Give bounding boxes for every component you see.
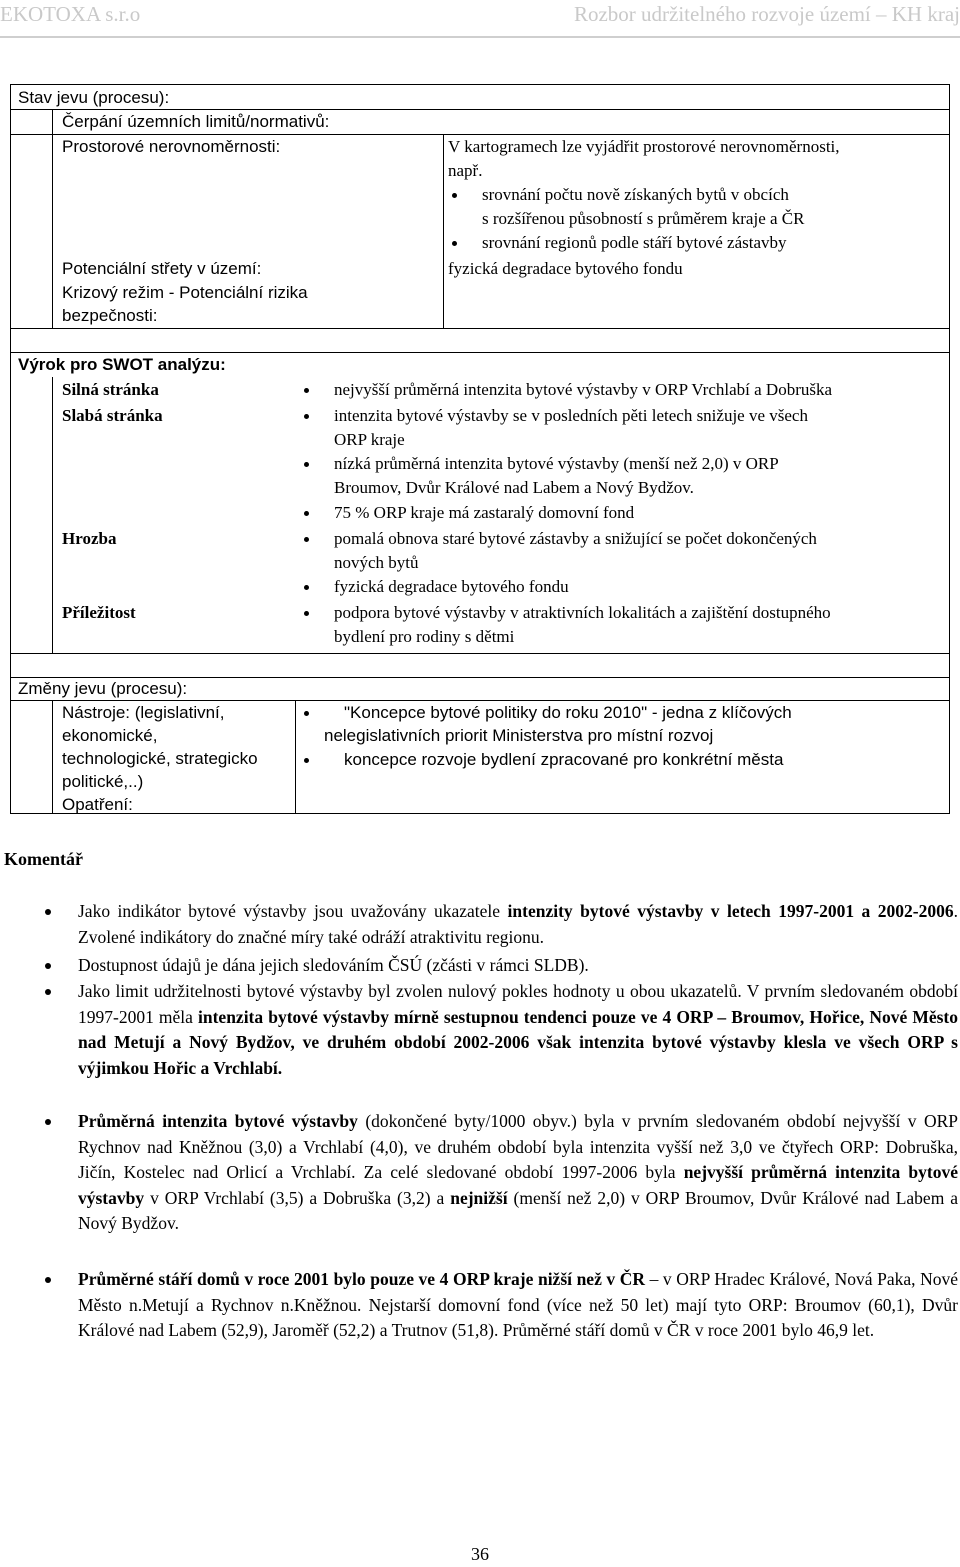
opatreni-label: Opatření: <box>62 795 133 814</box>
slaba-item-2-cont: Broumov, Dvůr Králové nad Labem a Nový Bydžov. <box>334 478 694 497</box>
bullet-icon <box>304 611 309 616</box>
komentar-paragraph-4 <box>78 1109 958 1237</box>
komentar-text: Jako indikátor bytové výstavby jsou uvažovány ukazatele <box>78 901 508 921</box>
komentar-text: Jako limit udržitelnosti bytové výstavby byl zvolen nulový pokles hodnoty u obou ukazatelů. V prvním sledovaném období 1997-2001 měla <box>78 981 958 1027</box>
prilezitost-label: Příležitost <box>62 603 136 622</box>
hrozba-item-1: pomalá obnova staré bytové zástavby a snižující se počet dokončených <box>334 529 817 548</box>
header-rule <box>0 36 960 38</box>
row-divider <box>10 677 950 678</box>
indent-line <box>52 377 53 653</box>
komentar-bold-text: intenzita bytové výstavby mírně sestupnou tendenci pouze ve 4 ORP – Broumov, Hořice, Nové Město nad Metují a Nový Bydžov, ve druhém období 2002-2006 však intenzita bytové výstavby klesla ve všech ORP s výjimkou Hořic a Vrchlabí. <box>78 1006 959 1078</box>
swot-title: Výrok pro SWOT analýzu: <box>18 355 226 374</box>
nastroje-label-2: ekonomické, <box>62 726 158 745</box>
komentar-text: Dostupnost údajů je dána jejich sledováním ČSÚ (zčásti v rámci SLDB). <box>78 955 589 975</box>
komentar-bold-text: nejnižší <box>450 1187 508 1208</box>
bullet-icon <box>45 1119 51 1125</box>
indent-line <box>52 109 53 328</box>
row-divider <box>10 700 950 701</box>
komentar-paragraph-5 <box>78 1267 958 1344</box>
slaba-item-1: intenzita bytové výstavby se v posledních pěti letech snižuje ve všech <box>334 406 808 425</box>
silna-label: Silná stránka <box>62 380 159 399</box>
bullet-icon <box>304 758 309 763</box>
komentar-paragraph-1 <box>78 899 958 950</box>
komentar-paragraph-3 <box>78 979 958 1081</box>
bullet-icon <box>304 711 309 716</box>
prostorove-label: Prostorové nerovnoměrnosti: <box>62 137 281 156</box>
bullet-icon <box>304 414 309 419</box>
komentar-text: v ORP Vrchlabí (3,5) a Dobruška (3,2) a <box>144 1187 451 1208</box>
prostorove-bullet-1: srovnání počtu nově získaných bytů v obcích <box>482 185 789 204</box>
komentar-paragraph-2 <box>78 953 958 979</box>
komentar-bold-text: Průměrná intenzita bytové výstavby <box>78 1111 358 1131</box>
prostorove-text: V kartogramech lze vyjádřit prostorové nerovnoměrnosti, <box>448 137 840 156</box>
row-divider <box>10 109 950 110</box>
komentar-bold-text: Průměrné stáří domů v roce 2001 bylo pouze ve 4 ORP kraje nižší než v ČR <box>78 1269 646 1289</box>
zmeny-title: Změny jevu (procesu): <box>18 679 188 698</box>
komentar-text: . Zvolené indikátory do značné míry také odráží atraktivitu regionu. <box>78 901 958 947</box>
row-divider <box>10 134 950 135</box>
hrozba-item-1-cont: nových bytů <box>334 553 419 572</box>
hrozba-item-2: fyzická degradace bytového fondu <box>334 577 569 596</box>
nastroje-label-3: technologické, strategicko <box>62 749 258 768</box>
komentar-bold-text: nejvyšší průměrná intenzita bytové výstavby <box>78 1162 958 1208</box>
komentar-text: (dokončené byty/1000 obyv.) byla v prvním sledovaném období nejvyšší v ORP Rychnov nad Kněžnou (3,0) a Vrchlabí (4,0), ve druhém období byla intenzita vyšší než 3,0 ve čtyřech ORP: Dobruška, Jičín, Kostelec nad Orlicí a Vrchlabí. Za celé sledované období 1997-2006 byla <box>78 1111 958 1182</box>
bullet-icon <box>304 462 309 467</box>
stav-title: Stav jevu (procesu): <box>18 88 170 107</box>
header-company: EKOTOXA s.r.o <box>0 2 141 26</box>
nastroje-item-1-cont: nelegislativních priorit Ministerstva pro místní rozvoj <box>324 726 714 745</box>
bullet-icon <box>304 388 309 393</box>
bullet-icon <box>304 537 309 542</box>
slaba-item-3: 75 % ORP kraje má zastaralý domovní fond <box>334 503 635 522</box>
prostorove-bullet-2: srovnání regionů podle stáří bytové zástavby <box>482 233 787 252</box>
bullet-icon <box>45 963 51 969</box>
slaba-label: Slabá stránka <box>62 406 163 425</box>
row-divider <box>10 653 950 654</box>
column-divider <box>295 700 296 814</box>
header-title: Rozbor udržitelného rozvoje území – KH kraj <box>573 2 960 26</box>
krizovy-label-2: bezpečnosti: <box>62 306 158 325</box>
row-divider <box>10 328 950 329</box>
cerpani-label: Čerpání územních limitů/normativů: <box>62 112 330 131</box>
bullet-icon <box>452 241 457 246</box>
stirety-value: fyzická degradace bytového fondu <box>448 259 683 278</box>
nastroje-label: Nástroje: (legislativní, <box>62 703 225 722</box>
bullet-icon <box>45 989 51 995</box>
komentar-bold-text: intenzity bytové výstavby v letech 1997-2001 a 2002-2006 <box>507 901 954 921</box>
stirety-label: Potenciální střety v území: <box>62 259 262 278</box>
page-number: 36 <box>471 1544 489 1564</box>
slaba-item-2: nízká průměrná intenzita bytové výstavby (menší než 2,0) v ORP <box>334 454 779 473</box>
silna-item-1: nejvyšší průměrná intenzita bytové výstavby v ORP Vrchlabí a Dobruška <box>334 380 833 399</box>
krizovy-label: Krizový režim - Potenciální rizika <box>62 283 308 302</box>
bullet-icon <box>45 1277 51 1283</box>
slaba-item-1-cont: ORP kraje <box>334 430 405 449</box>
row-divider <box>10 352 950 353</box>
indent-line <box>52 700 53 814</box>
prostorove-text-2: např. <box>448 161 483 180</box>
nastroje-item-1: "Koncepce bytové politiky do roku 2010" - jedna z klíčových <box>344 703 792 722</box>
hrozba-label: Hrozba <box>62 529 117 548</box>
bullet-icon <box>304 511 309 516</box>
komentar-text: – v ORP Hradec Králové, Nová Paka, Nové Město n.Metují a Rychnov n.Kněžnou. Nejstarší domovní fond (více než 50 let) mají tyto ORP: Broumov (60,1), Dvůr Králové nad Labem (52,9), Jaroměř (52,2) a Trutnov (51,8). Průměrné stáří domů v ČR v roce 2001 bylo 46,9 let. <box>78 1269 959 1340</box>
komentar-text: (menší než 2,0) v ORP Broumov, Dvůr Králové nad Labem a Nový Bydžov. <box>78 1187 959 1233</box>
nastroje-label-4: politické,..) <box>62 772 144 791</box>
prilezitost-item-1-cont: bydlení pro rodiny s dětmi <box>334 627 515 646</box>
bullet-icon <box>45 909 51 915</box>
nastroje-item-2: koncepce rozvoje bydlení zpracované pro konkrétní města <box>344 750 784 769</box>
komentar-title: Komentář <box>4 849 83 869</box>
column-divider <box>443 134 444 328</box>
bullet-icon <box>452 193 457 198</box>
bullet-icon <box>304 585 309 590</box>
prostorove-bullet-1-cont: s rozšířenou působností s průměrem kraje a ČR <box>482 209 805 228</box>
prilezitost-item-1: podpora bytové výstavby v atraktivních lokalitách a zajištění dostupného <box>334 603 831 622</box>
